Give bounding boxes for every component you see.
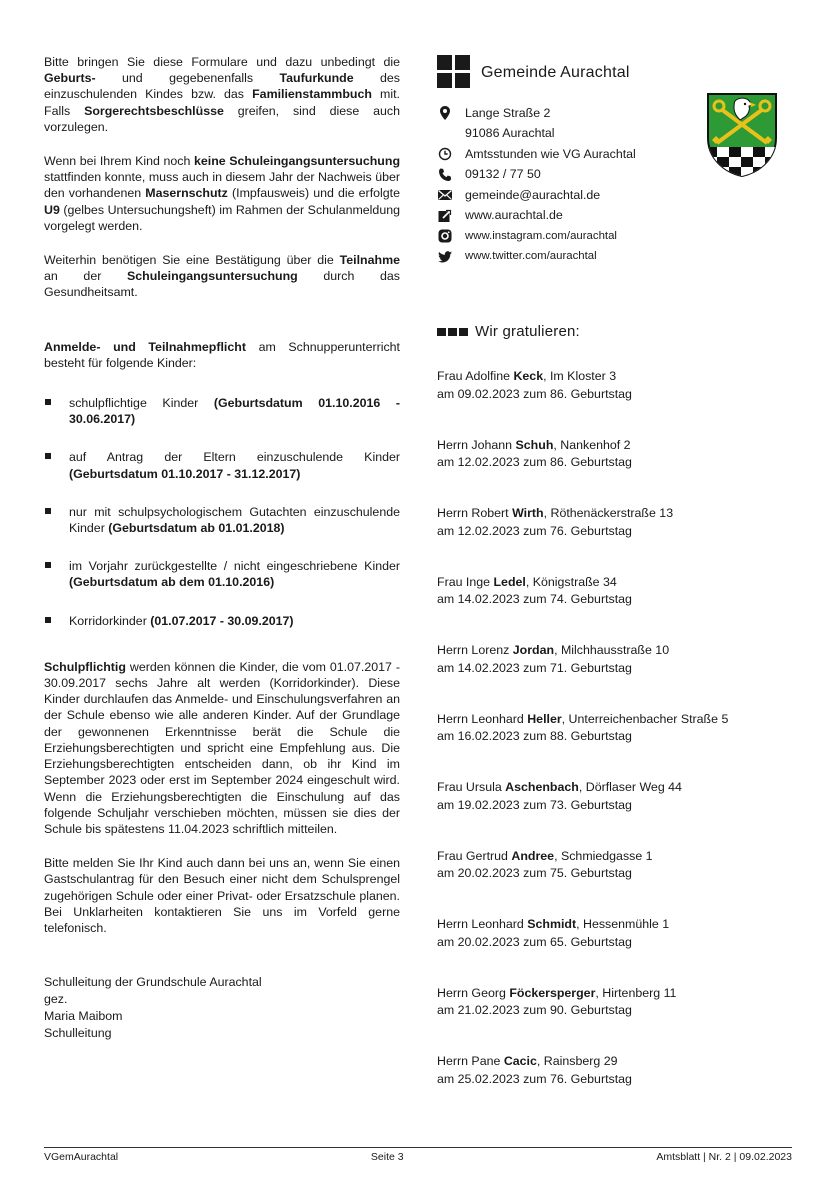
- person-surname: Schuh: [515, 437, 554, 452]
- envelope-icon: [437, 187, 453, 203]
- contact-instagram-row: [437, 226, 797, 247]
- person-surname: Jordan: [512, 643, 555, 657]
- gemeinde-logo-icon: [437, 55, 471, 89]
- birthday-person: [437, 368, 797, 386]
- contact-instagram[interactable]: www.instagram.com/aurachtal: [465, 229, 617, 242]
- person-title: Herrn Leonhard: [437, 917, 528, 931]
- birthday-person: [437, 848, 797, 866]
- bold-text: U9: [44, 202, 60, 217]
- paragraph-school-obligation: [44, 659, 400, 837]
- list-item: [44, 558, 400, 590]
- text-run: durch das Gesundheitsamt.: [44, 269, 401, 300]
- bold-text: Geburts-: [44, 71, 96, 86]
- children-list: [44, 395, 400, 629]
- person-title: Herrn Johann: [437, 437, 516, 452]
- birthday-entry: [437, 1053, 797, 1122]
- bold-text: (01.07.2017 - 30.09.2017): [150, 613, 294, 628]
- birthday-person: [437, 437, 797, 455]
- text-run: (gelbes Untersuchungsheft) im Rahmen der Schulanmeldung vorgelegt werden.: [44, 202, 400, 233]
- contact-web[interactable]: www.aurachtal.de: [465, 208, 563, 223]
- text-run: schulpflichtige Kinder: [69, 396, 214, 411]
- person-surname: Cacic: [503, 1054, 537, 1068]
- person-title: Herrn Robert: [437, 506, 513, 520]
- person-surname: Wirth: [512, 506, 544, 520]
- contact-twitter-row: [437, 247, 797, 268]
- list-item: [44, 613, 400, 629]
- footer-page-number: Seite 3: [370, 1151, 404, 1163]
- birthday-entry: [437, 711, 797, 780]
- person-address: , Milchhausstraße 10: [554, 643, 670, 657]
- person-surname: Andree: [511, 848, 555, 863]
- person-title: Herrn Lorenz: [437, 643, 513, 657]
- birthday-entry: [437, 916, 797, 985]
- birthday-person: [437, 574, 797, 592]
- birthday-date: am 09.02.2023 zum 86. Geburtstag: [437, 386, 632, 401]
- bold-text: Anmelde- und Teilnahmepflicht: [44, 339, 246, 354]
- person-surname: Schmidt: [527, 917, 577, 931]
- birthday-person: [437, 505, 797, 523]
- birthday-date: am 14.02.2023 zum 71. Geburtstag: [437, 660, 632, 675]
- person-title: Herrn Leonhard: [437, 711, 528, 726]
- text-run: Bitte bringen Sie diese Formulare und dazu unbedingt die: [44, 55, 400, 69]
- birthday-entry: [437, 505, 797, 574]
- gratulieren-title: Wir gratulieren:: [475, 323, 580, 340]
- text-run: Weiterhin benötigen Sie eine Bestätigung über die: [44, 253, 340, 268]
- birthday-date: am 14.02.2023 zum 74. Geburtstag: [437, 592, 632, 606]
- text-run: Korridorkinder: [69, 613, 151, 628]
- text-run: stattfinden konnte, muss auch in diesem Jahr der Nachweis über den vorhandenen: [44, 170, 400, 201]
- signature-line: Schulleitung der Grundschule Aurachtal: [44, 975, 262, 990]
- birthday-date: am 12.02.2023 zum 86. Geburtstag: [437, 455, 632, 469]
- right-column: [437, 54, 797, 1122]
- bold-text: Sorgerechtsbeschlüsse: [84, 103, 224, 118]
- bold-text: keine Schuleingangsuntersuchung: [194, 154, 401, 169]
- contact-city: 91086 Aurachtal: [465, 126, 555, 141]
- paragraph-obligation: [44, 339, 400, 371]
- paragraph-examination: [44, 153, 400, 234]
- text-run: auf Antrag der Eltern einzuschulende Kinder: [69, 450, 400, 465]
- bold-text: Schulpflichtig: [44, 659, 126, 674]
- birthday-person: [437, 779, 797, 797]
- person-address: , Dörflaser Weg 44: [578, 780, 682, 794]
- person-surname: Heller: [527, 711, 562, 726]
- birthday-list: [437, 368, 797, 1122]
- text-run: des einzuschulenden Kindes bzw. das: [44, 71, 400, 102]
- external-link-icon: [437, 208, 453, 224]
- contact-email[interactable]: gemeinde@aurachtal.de: [465, 187, 601, 202]
- person-title: Frau Ursula: [437, 780, 506, 794]
- person-title: Herrn Georg: [437, 985, 510, 1000]
- birthday-entry: [437, 779, 797, 848]
- birthday-entry: [437, 642, 797, 711]
- text-run: werden können die Kinder, die vom 01.07.2017 - 30.09.2017 sechs Jahre alt werden (Korridorkinder). Diese Kinder durchlaufen das Anmelde- und Einschulungsverfahren an der Schule ebenso wie alle anderen Kinder. Auf der Grundlage der gewonnenen Erkenntnisse berät die Schule die Erziehungsberechtigten und spricht eine Empfehlung aus. Die Erziehungsberechtigten entscheiden dann, ob ihr Kind im September 2023 oder erst im September 2024 eingeschult wird. Wenn die Erziehungsberechtigten die Einschulung auf das folgende Schuljahr verschieben möchten, müssen sie dies der Schule bis spätestens 11.04.2023 schriftlich mitteilen.: [44, 659, 400, 836]
- coat-of-arms-icon: [705, 91, 779, 179]
- contact-web-row: [437, 206, 797, 227]
- text-run: im Vorjahr zurückgestellte / nicht eingeschriebene Kinder: [69, 559, 400, 574]
- text-run: Bitte melden Sie Ihr Kind auch dann bei uns an, wenn Sie einen Gastschulantrag für den Besuch einer nicht dem Schulsprengel zugehörigen Schule oder einer Privat- oder Ersatzschule planen. Bei Unklarheiten kontaktieren Sie uns im Vorfeld gerne telefonisch.: [44, 856, 400, 935]
- phone-icon: [437, 167, 453, 183]
- list-item: [44, 395, 400, 427]
- birthday-date: am 21.02.2023 zum 90. Geburtstag: [437, 1003, 632, 1017]
- birthday-entry: [437, 574, 797, 643]
- contact-phone[interactable]: 09132 / 77 50: [465, 167, 541, 182]
- list-item: [44, 449, 400, 481]
- text-run: und gegebenenfalls: [95, 71, 280, 86]
- person-surname: Aschenbach: [505, 780, 579, 794]
- person-address: , Rainsberg 29: [536, 1054, 618, 1068]
- person-title: Frau Gertrud: [437, 848, 512, 863]
- bold-text: Schuleingangsuntersuchung: [127, 269, 298, 284]
- birthday-person: [437, 642, 797, 660]
- person-title: Frau Inge: [437, 574, 494, 589]
- text-run: mit. Falls: [44, 87, 400, 118]
- person-surname: Keck: [513, 369, 544, 383]
- birthday-person: [437, 916, 797, 934]
- gemeinde-title: Gemeinde Aurachtal: [481, 63, 630, 81]
- birthday-entry: [437, 437, 797, 506]
- person-surname: Föckersperger: [509, 985, 596, 1000]
- text-run: Wenn bei Ihrem Kind noch: [44, 154, 194, 169]
- contact-street: Lange Straße 2: [465, 105, 551, 120]
- contact-hours: Amtsstunden wie VG Aurachtal: [465, 146, 636, 161]
- signature-role: Schulleitung: [44, 1026, 112, 1041]
- bold-text: (Geburtsdatum ab dem 01.10.2016): [69, 575, 275, 590]
- gratulieren-header: [437, 323, 797, 340]
- text-run: an der: [44, 269, 127, 284]
- instagram-icon: [437, 228, 453, 244]
- person-address: , Nankenhof 2: [553, 437, 631, 452]
- person-address: , Königstraße 34: [525, 574, 617, 589]
- birthday-date: am 19.02.2023 zum 73. Geburtstag: [437, 797, 632, 812]
- bold-text: (Geburtsdatum ab 01.01.2018): [108, 521, 285, 536]
- birthday-person: [437, 711, 797, 729]
- birthday-date: am 12.02.2023 zum 76. Geburtstag: [437, 523, 632, 538]
- paragraph-documents: [44, 54, 400, 135]
- bold-text: Taufurkunde: [279, 71, 354, 86]
- signature-block: [44, 974, 400, 1042]
- signature-line: gez.: [44, 992, 68, 1007]
- person-title: Frau Adolfine: [437, 369, 514, 383]
- birthday-entry: [437, 368, 797, 437]
- signature-name: Maria Maibom: [44, 1009, 123, 1024]
- person-address: , Röthenäckerstraße 13: [543, 506, 674, 520]
- person-address: , Schmiedgasse 1: [554, 848, 653, 863]
- twitter-icon: [437, 249, 453, 265]
- page-footer: [44, 1147, 792, 1163]
- text-run: greifen, sind diese auch vorzulegen.: [44, 103, 400, 134]
- bold-text: Familienstammbuch: [252, 87, 372, 102]
- clock-icon: [437, 146, 453, 162]
- text-run: nur mit schulpsychologischem Gutachten einzuschulende Kinder: [69, 504, 400, 536]
- paragraph-confirmation: [44, 252, 400, 301]
- bold-text: (Geburtsdatum 01.10.2017 - 31.12.2017): [69, 466, 301, 481]
- birthday-date: am 20.02.2023 zum 65. Geburtstag: [437, 934, 632, 949]
- bold-text: Teilnahme: [339, 253, 400, 268]
- birthday-person: [437, 985, 797, 1003]
- text-run: am Schnupperunterricht besteht für folgende Kinder:: [44, 339, 401, 370]
- birthday-person: [437, 1053, 797, 1071]
- person-address: , Hessenmühle 1: [576, 917, 670, 931]
- birthday-date: am 25.02.2023 zum 76. Geburtstag: [437, 1071, 632, 1086]
- text-run: (Impfausweis) und die erfolgte: [227, 186, 400, 201]
- bold-text: Masernschutz: [145, 186, 228, 201]
- bold-text: (Geburtsdatum 01.10.2016 - 30.06.2017): [69, 396, 400, 427]
- left-column: [44, 54, 400, 1042]
- square-bullets-icon: [437, 328, 468, 336]
- person-address: , Unterreichenbacher Straße 5: [561, 711, 729, 726]
- footer-issue: Amtsblatt | Nr. 2 | 09.02.2023: [656, 1151, 792, 1163]
- person-title: Herrn Pane: [437, 1054, 504, 1068]
- person-address: , Im Kloster 3: [543, 369, 617, 383]
- location-pin-icon: [437, 105, 453, 121]
- person-address: , Hirtenberg 11: [595, 985, 677, 1000]
- gemeinde-header: [437, 54, 797, 90]
- birthday-entry: [437, 848, 797, 917]
- paragraph-registration: [44, 855, 400, 936]
- birthday-entry: [437, 985, 797, 1054]
- contact-twitter[interactable]: www.twitter.com/aurachtal: [465, 250, 597, 263]
- person-surname: Ledel: [493, 574, 526, 589]
- contact-email-row: [437, 185, 797, 206]
- birthday-date: am 16.02.2023 zum 88. Geburtstag: [437, 729, 632, 743]
- birthday-date: am 20.02.2023 zum 75. Geburtstag: [437, 866, 632, 880]
- list-item: [44, 504, 400, 536]
- footer-left: VGemAurachtal: [44, 1151, 119, 1163]
- contact-block: [437, 103, 797, 267]
